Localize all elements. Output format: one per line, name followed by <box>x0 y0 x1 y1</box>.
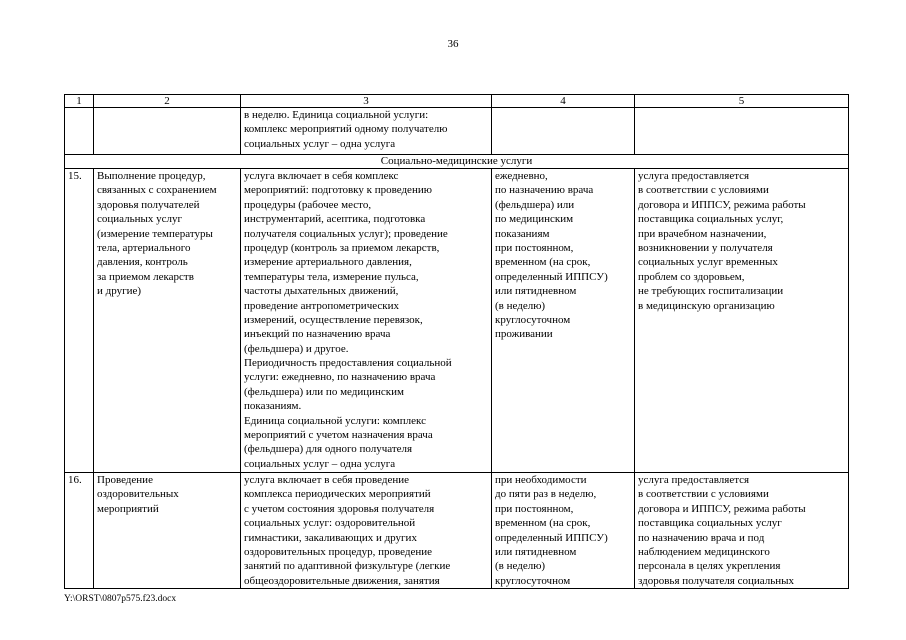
text-line: по назначению врача и под <box>638 531 765 544</box>
text-line: временном (на срок, <box>495 517 591 530</box>
header-cell: 5 <box>635 95 849 108</box>
text-line: показаниям. <box>244 400 302 413</box>
service-description-cell <box>241 473 492 589</box>
table-row <box>65 473 849 589</box>
text-line: мероприятий <box>97 502 159 515</box>
text-line: временном (на срок, <box>495 256 591 269</box>
service-name-cell <box>94 169 241 473</box>
text-line: проблем со здоровьем, <box>638 270 745 283</box>
text-line: в медицинскую организацию <box>638 299 775 312</box>
text-line: социальных услуг – одна услуга <box>244 137 396 150</box>
text-line: в неделю. Единица социальной услуги: <box>244 109 429 121</box>
text-line: комплекс мероприятий одному получателю <box>244 123 448 136</box>
text-line: температуры тела, измерение пульса, <box>244 270 419 283</box>
conditions-cell <box>635 473 849 589</box>
text-line: социальных услуг <box>97 213 183 226</box>
conditions-cell <box>635 169 849 473</box>
section-row <box>65 155 849 169</box>
text-line: процедуры (рабочее место, <box>244 198 372 211</box>
service-name-cell <box>94 473 241 589</box>
text-line: не требующих госпитализации <box>638 285 784 298</box>
header-cell: 4 <box>492 95 635 108</box>
text-line: при врачебном назначении, <box>638 227 767 240</box>
text-line: поставщика социальных услуг, <box>638 213 784 226</box>
page-number: 36 <box>447 38 459 50</box>
text-line: мероприятий: подготовку к проведению <box>244 184 432 197</box>
text-line: и другие) <box>97 285 142 298</box>
text-line: показаниям <box>495 227 550 240</box>
text-line: по назначению врача <box>495 184 594 197</box>
text-line: по медицинским <box>495 213 574 226</box>
text-line: гимнастики, закаливающих и других <box>244 531 417 544</box>
text-line: (в неделю) <box>495 560 546 573</box>
frequency-cell <box>492 108 635 155</box>
text-line: Единица социальной услуги: комплекс <box>244 414 426 427</box>
frequency-cell <box>492 169 635 473</box>
text-line: социальных услуг временных <box>638 256 778 269</box>
text-line: договора и ИППСУ, режима работы <box>638 502 806 515</box>
text-line: частоты дыхательных движений, <box>244 285 399 298</box>
text-line: (фельдшера) для одного получателя <box>244 443 413 456</box>
service-description-cell <box>241 108 492 155</box>
text-line: ежедневно, <box>495 170 548 182</box>
text-line: измерение артериального давления, <box>244 256 412 269</box>
text-line: (фельдшера) или <box>495 198 575 211</box>
text-line: социальных услуг – одна услуга <box>244 457 396 470</box>
frequency-cell <box>492 473 635 589</box>
text-line: круглосуточном <box>495 313 571 326</box>
text-line: проживании <box>495 328 553 341</box>
conditions-cell <box>635 108 849 155</box>
text-line: тела, артериального <box>97 241 191 254</box>
file-path: Y:\ORST\0807p575.f23.docx <box>64 594 177 604</box>
text-line: круглосуточном <box>495 574 571 587</box>
services-table <box>64 94 849 589</box>
text-line: при постоянном, <box>495 241 574 254</box>
text-line: комплекса периодических мероприятий <box>244 488 431 501</box>
text-line: оздоровительных <box>97 488 179 501</box>
text-line: здоровья получателя социальных <box>638 574 795 587</box>
text-line: за приемом лекарств <box>97 270 194 283</box>
text-line: до пяти раз в неделю, <box>495 488 597 501</box>
text-line: услуга предоставляется <box>638 474 750 486</box>
text-line: определенный ИППСУ) <box>495 270 608 283</box>
text-line: при необходимости <box>495 474 587 486</box>
text-line: (измерение температуры <box>97 227 213 240</box>
text-line: наблюдением медицинского <box>638 545 770 558</box>
text-line: Периодичность предоставления социальной <box>244 357 452 370</box>
service-name-cell <box>94 108 241 155</box>
text-line: инъекций по назначению врача <box>244 328 391 341</box>
text-line: процедур (контроль за приемом лекарств, <box>244 241 440 254</box>
text-line: проведение антропометрических <box>244 299 399 312</box>
text-line: связанных с сохранением <box>97 184 217 197</box>
text-line: (фельдшера) или по медицинским <box>244 385 404 398</box>
text-line: персонала в целях укрепления <box>638 560 781 573</box>
text-line: определенный ИППСУ) <box>495 531 608 544</box>
text-line: при постоянном, <box>495 502 574 515</box>
text-line: в соответствии с условиями <box>638 488 769 501</box>
text-line: Выполнение процедур, <box>97 170 206 182</box>
text-line: занятий по адаптивной физкультуре (легкие <box>244 560 451 573</box>
continuation-row <box>65 108 849 155</box>
row-number-cell <box>65 108 94 155</box>
text-line: общеоздоровительные движения, занятия <box>244 574 440 587</box>
text-line: договора и ИППСУ, режима работы <box>638 198 806 211</box>
text-line: или пятидневном <box>495 545 577 558</box>
header-cell: 2 <box>94 95 241 108</box>
row-number-cell: 16. <box>65 473 94 589</box>
service-description-cell <box>241 169 492 473</box>
text-line: поставщика социальных услуг <box>638 517 782 530</box>
text-line: оздоровительных процедур, проведение <box>244 545 433 558</box>
text-line: услуга включает в себя проведение <box>244 474 410 486</box>
text-line: услуги: ежедневно, по назначению врача <box>244 371 436 384</box>
text-line: мероприятий с учетом назначения врача <box>244 429 433 442</box>
header-cell: 1 <box>65 95 94 108</box>
header-cell: 3 <box>241 95 492 108</box>
text-line: в соответствии с условиями <box>638 184 769 197</box>
header-row <box>65 95 849 108</box>
table-row <box>65 169 849 473</box>
text-line: социальных услуг: оздоровительной <box>244 517 416 530</box>
text-line: (в неделю) <box>495 299 546 312</box>
row-number-cell: 15. <box>65 169 94 473</box>
text-line: или пятидневном <box>495 285 577 298</box>
text-line: получателя социальных услуг); проведение <box>244 227 448 240</box>
text-line: измерений, осуществление перевязок, <box>244 313 423 326</box>
text-line: с учетом состояния здоровья получателя <box>244 502 435 515</box>
text-line: Проведение <box>97 474 153 486</box>
section-title: Социально-медицинские услуги <box>65 155 849 169</box>
text-line: услуга предоставляется <box>638 170 750 182</box>
text-line: услуга включает в себя комплекс <box>244 170 399 182</box>
text-line: возникновении у получателя <box>638 241 773 254</box>
text-line: давления, контроль <box>97 256 188 269</box>
text-line: здоровья получателей <box>97 198 200 211</box>
text-line: инструментарий, асептика, подготовка <box>244 213 426 226</box>
text-line: (фельдшера) и другое. <box>244 342 349 355</box>
